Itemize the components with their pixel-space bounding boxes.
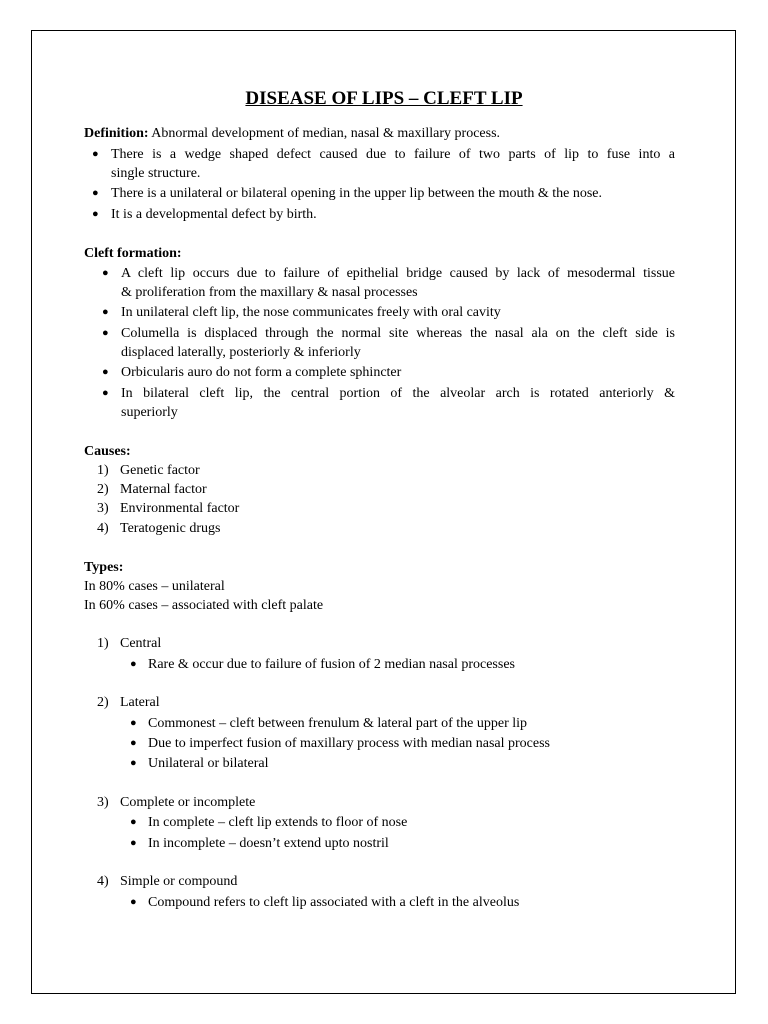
type-item-3 [97, 793, 256, 812]
bullet-icon: ● [130, 658, 137, 670]
cause-item-2 [97, 480, 207, 499]
bullet-icon: ● [130, 816, 137, 828]
bullet-icon: ● [102, 267, 109, 279]
item-number: 3) [97, 501, 109, 516]
type-1-bullet-1 [130, 655, 515, 674]
cause-item-1 [97, 461, 200, 480]
item-number: 3) [97, 795, 109, 810]
item-label: Simple or compound [120, 874, 238, 889]
bullet-text: Unilateral or bilateral [148, 756, 269, 771]
bullet-text: There is a unilateral or bilateral opening in the upper lip between the mouth & the nose. [111, 186, 603, 201]
bullet-text: In bilateral cleft lip, the central portion of the alveolar arch is rotated anteriorly & [121, 386, 675, 401]
cleft-bullet-5 [102, 384, 675, 422]
bullet-icon: ● [130, 717, 137, 729]
bullet-text: In complete – cleft lip extends to floor of nose [148, 815, 408, 830]
bullet-text: Compound refers to cleft lip associated with a cleft in the alveolus [148, 895, 520, 910]
definition-bullet-2 [92, 184, 602, 203]
causes-heading: Causes: [84, 444, 131, 459]
item-number: 4) [97, 874, 109, 889]
definition-line [84, 124, 500, 143]
type-item-1 [97, 634, 162, 653]
bullet-icon: ● [130, 837, 137, 849]
type-item-4 [97, 872, 238, 891]
bullet-text: In incomplete – doesn’t extend upto nostril [148, 836, 389, 851]
bullet-icon: ● [130, 757, 137, 769]
bullet-text: Columella is displaced through the normal site whereas the nasal ala on the cleft side is [121, 326, 675, 341]
item-text: Teratogenic drugs [120, 521, 221, 536]
type-2-bullet-2 [130, 734, 550, 753]
bullet-text-cont: single structure. [111, 166, 201, 181]
item-label: Central [120, 636, 162, 651]
bullet-icon: ● [92, 208, 99, 220]
bullet-text: There is a wedge shaped defect caused due to failure of two parts of lip to fuse into a [111, 147, 675, 162]
bullet-text: Rare & occur due to failure of fusion of 2 median nasal processes [148, 657, 515, 672]
types-line-2: In 60% cases – associated with cleft palate [84, 598, 324, 613]
bullet-text: It is a developmental defect by birth. [111, 207, 317, 222]
bullet-icon: ● [102, 306, 109, 318]
item-label: Complete or incomplete [120, 795, 256, 810]
item-text: Maternal factor [120, 482, 207, 497]
cleft-formation-heading: Cleft formation: [84, 246, 182, 261]
bullet-text: A cleft lip occurs due to failure of epithelial bridge caused by lack of mesodermal tissue [121, 266, 675, 281]
cleft-bullet-1 [102, 264, 675, 302]
definition-text: Abnormal development of median, nasal & maxillary process. [151, 126, 501, 141]
type-3-bullet-1 [130, 813, 407, 832]
item-number: 4) [97, 521, 109, 536]
bullet-icon: ● [102, 327, 109, 339]
item-number: 2) [97, 482, 109, 497]
bullet-text-cont: displaced laterally, posteriorly & inferiorly [121, 345, 361, 360]
cleft-bullet-2 [102, 303, 501, 322]
bullet-text-cont: superiorly [121, 405, 178, 420]
bullet-text: Orbicularis auro do not form a complete sphincter [121, 365, 402, 380]
page-title: DISEASE OF LIPS – CLEFT LIP [245, 88, 523, 109]
item-number: 2) [97, 695, 109, 710]
bullet-text-cont: & proliferation from the maxillary & nasal processes [121, 285, 418, 300]
definition-bullet-3 [92, 205, 317, 224]
cleft-bullet-3 [102, 324, 675, 362]
bullet-icon: ● [130, 896, 137, 908]
bullet-icon: ● [92, 187, 99, 199]
types-line-1: In 80% cases – unilateral [84, 579, 225, 594]
item-text: Environmental factor [120, 501, 240, 516]
bullet-icon: ● [102, 366, 109, 378]
bullet-text: Due to imperfect fusion of maxillary process with median nasal process [148, 736, 550, 751]
type-3-bullet-2 [130, 834, 389, 853]
item-number: 1) [97, 636, 109, 651]
cleft-bullet-4 [102, 363, 401, 382]
bullet-text: In unilateral cleft lip, the nose communicates freely with oral cavity [121, 305, 501, 320]
type-4-bullet-1 [130, 893, 519, 912]
types-heading: Types: [84, 560, 124, 575]
type-2-bullet-3 [130, 754, 269, 773]
bullet-icon: ● [102, 387, 109, 399]
definition-bullet-1 [92, 145, 675, 183]
item-number: 1) [97, 463, 109, 478]
bullet-icon: ● [130, 737, 137, 749]
bullet-text: Commonest – cleft between frenulum & lateral part of the upper lip [148, 716, 528, 731]
item-text: Genetic factor [120, 463, 200, 478]
type-item-2 [97, 693, 160, 712]
item-label: Lateral [120, 695, 160, 710]
cause-item-3 [97, 499, 240, 518]
bullet-icon: ● [92, 148, 99, 160]
definition-label: Definition: [84, 126, 149, 141]
cause-item-4 [97, 519, 221, 538]
type-2-bullet-1 [130, 714, 527, 733]
